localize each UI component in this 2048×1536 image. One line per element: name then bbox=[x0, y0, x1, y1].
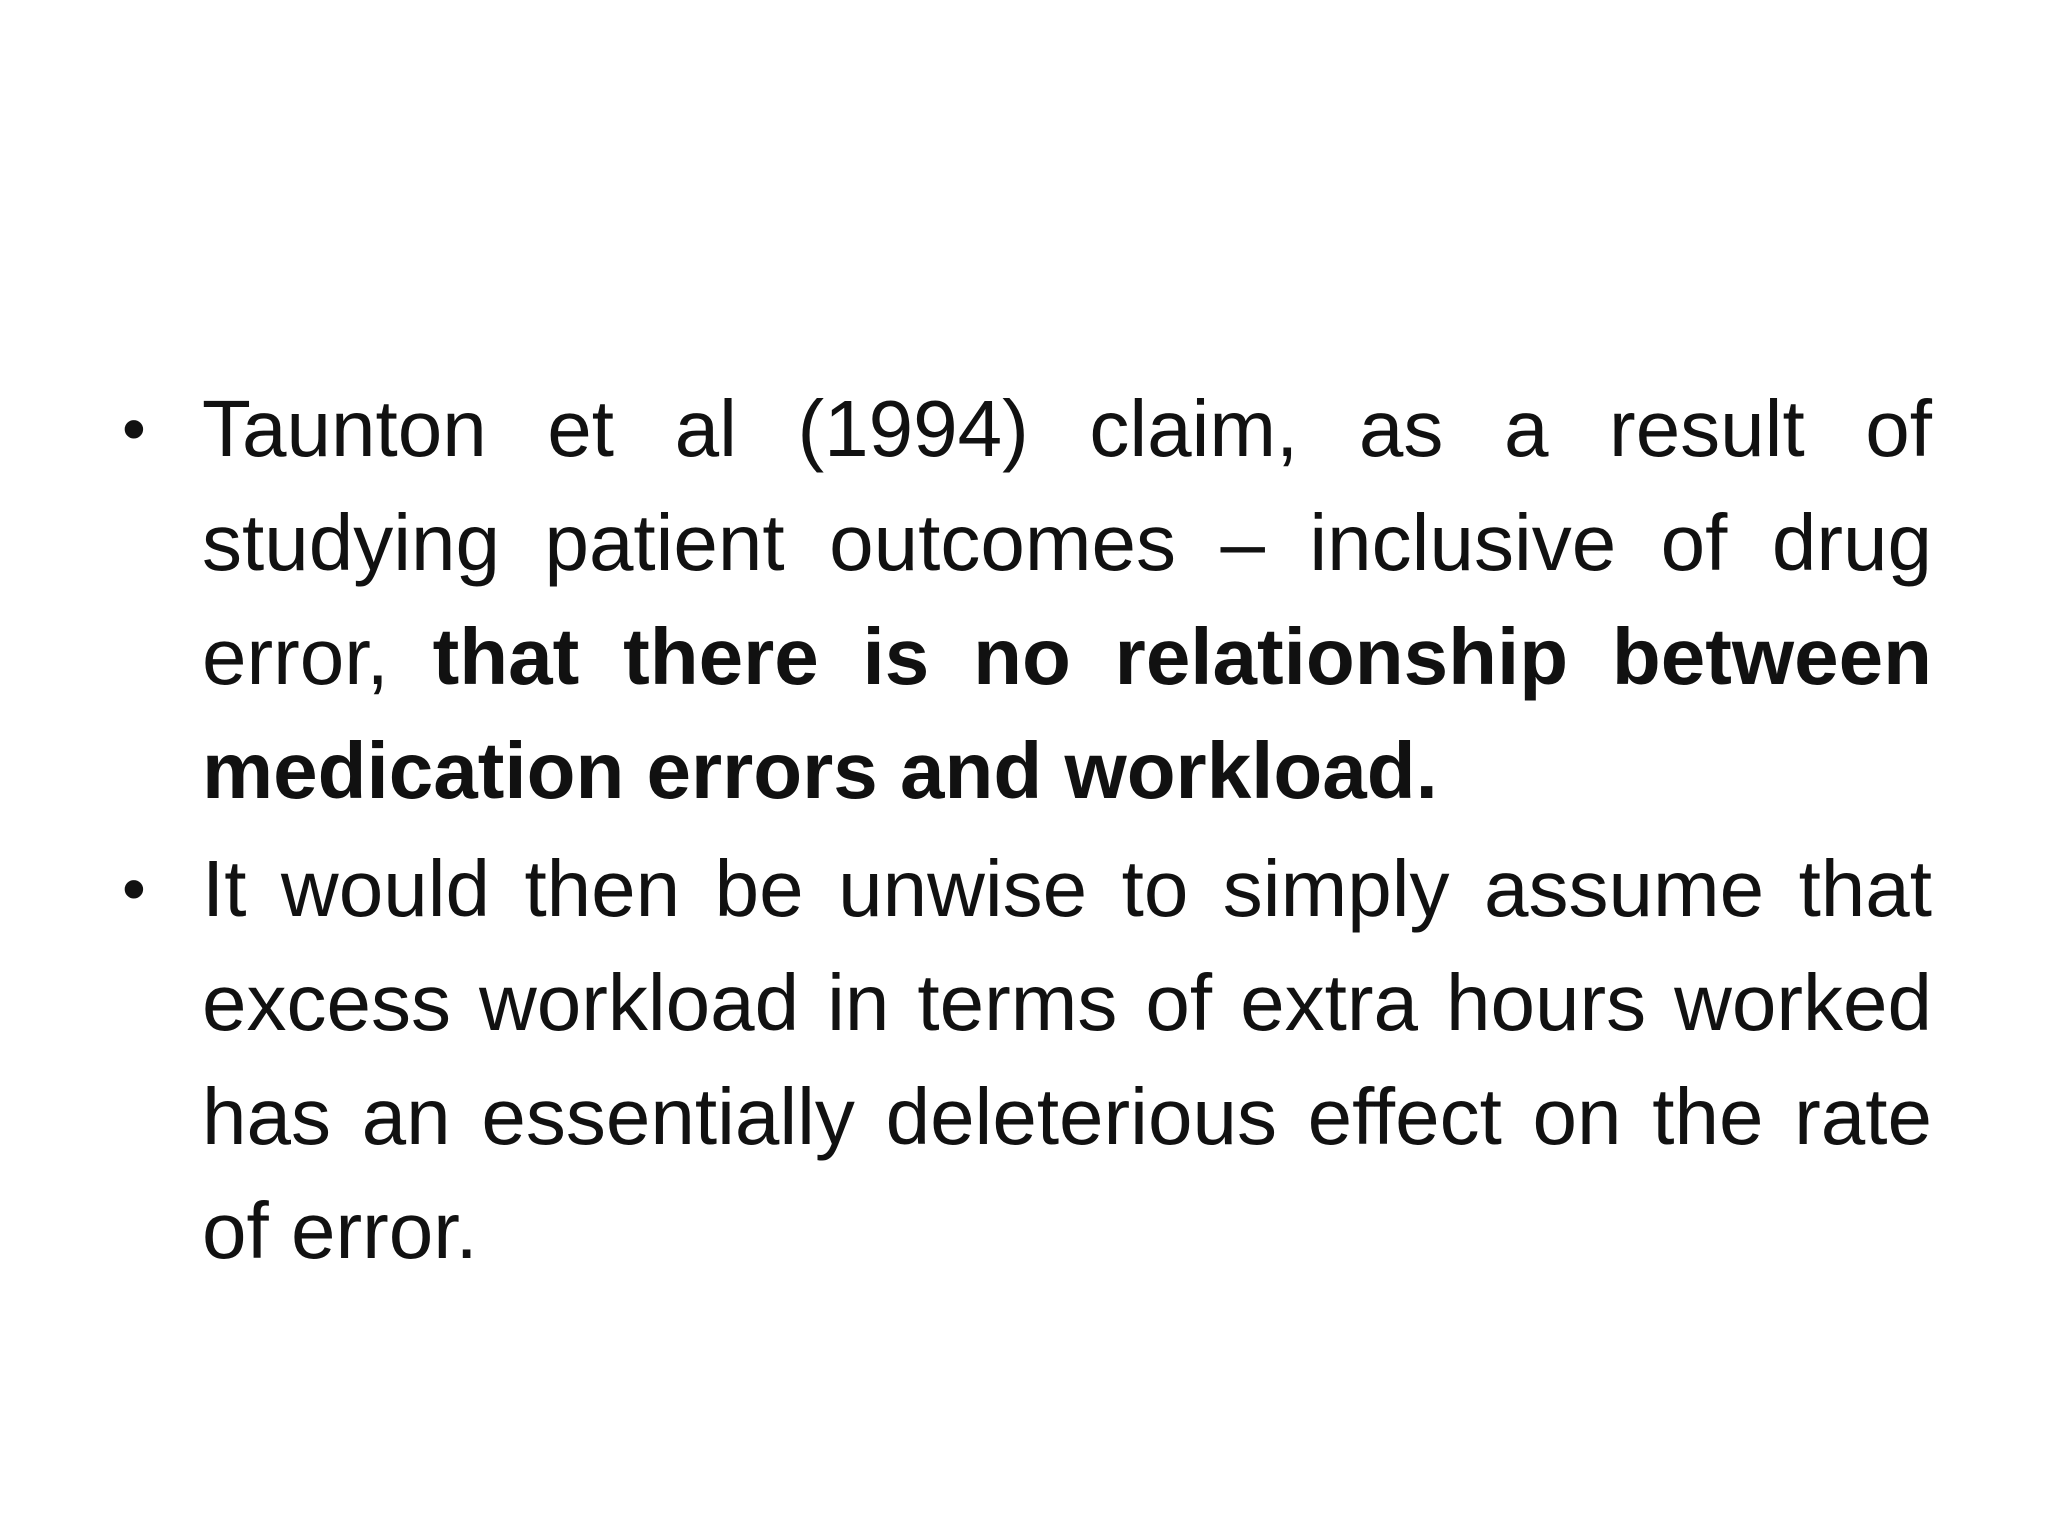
bullet-emphasis: that there is no relationship between medication errors and workload. bbox=[202, 612, 1933, 815]
bullet-item-2 bbox=[120, 832, 1932, 1288]
bullet-item-1 bbox=[120, 372, 1932, 828]
bullet-text: It would then be unwise to simply assume that excess workload in terms of extra hours worked has an essentially deleterious effect on the rate of error. bbox=[202, 844, 1932, 1275]
bullet-list bbox=[120, 372, 1932, 1288]
bullet-marker: • bbox=[122, 851, 146, 927]
bullet-text: Taunton et al (1994) claim, as a result of studying patient outcomes – inclusive of drug error, bbox=[202, 384, 1932, 701]
slide-body bbox=[120, 372, 1932, 1292]
bullet-marker: • bbox=[122, 391, 146, 467]
